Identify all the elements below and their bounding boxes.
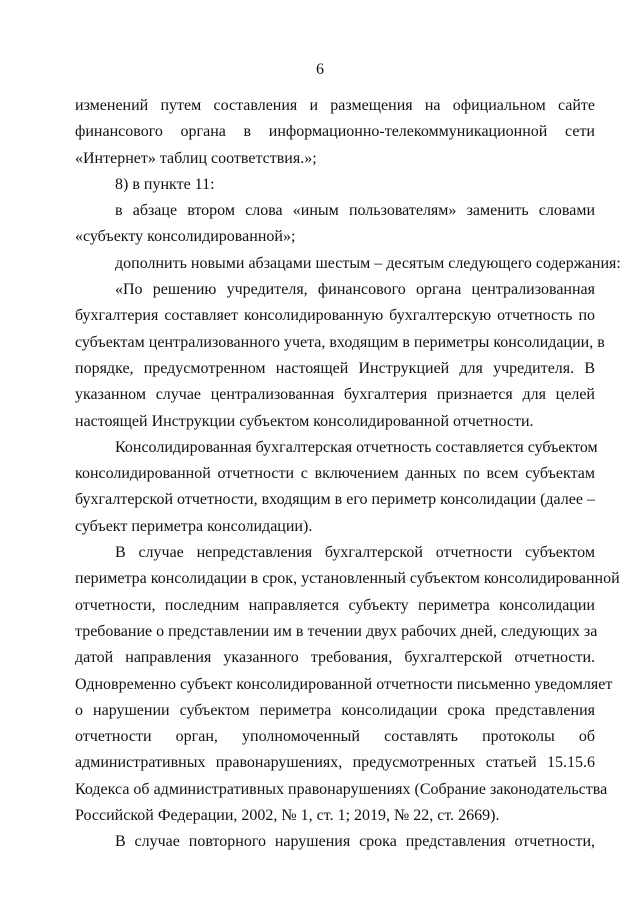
text-line: Российской Федерации, 2002, № 1, ст. 1; 2019, № 22, ст. 2669).: [75, 807, 500, 825]
text-line: субъектам централизованного учета, входящим в периметры консолидации, в: [75, 333, 605, 351]
text-line: финансового органа в информационно-телекоммуникационной сети: [75, 123, 595, 141]
text-line: Кодекса об административных правонарушениях (Собрание законодательства: [75, 780, 608, 798]
text-line: периметра консолидации в срок, установленный субъектом консолидированной: [75, 570, 620, 588]
text-line: субъект периметра консолидации).: [75, 517, 313, 535]
text-line: В случае повторного нарушения срока представления отчетности,: [115, 833, 595, 851]
text-line: В случае непредставления бухгалтерской отчетности субъектом: [115, 544, 595, 562]
text-line: порядке, предусмотренном настоящей Инструкцией для учредителя. В: [75, 359, 595, 377]
text-line: о нарушении субъектом периметра консолидации срока представления: [75, 701, 595, 719]
text-line: дополнить новыми абзацами шестым – десятым следующего содержания:: [115, 254, 621, 272]
text-line: бухгалтерия составляет консолидированную бухгалтерскую отчетность по: [75, 307, 595, 325]
text-line: «По решению учредителя, финансового органа централизованная: [115, 281, 595, 299]
text-line: датой направления указанного требования, бухгалтерской отчетности.: [75, 649, 595, 667]
text-line: «субъекту консолидированной»;: [75, 228, 296, 246]
page-number: 6: [316, 61, 324, 78]
text-line: «Интернет» таблиц соответствия.»;: [75, 149, 317, 167]
document-body: [75, 93, 621, 856]
text-line: указанном случае централизованная бухгалтерия признается для целей: [75, 386, 595, 404]
text-line: административных правонарушениях, предусмотренных статьей 15.15.6: [75, 754, 595, 772]
text-line: настоящей Инструкции субъектом консолидированной отчетности.: [75, 412, 534, 430]
text-line: отчетности орган, уполномоченный составлять протоколы об: [75, 728, 595, 746]
text-line: отчетности, последним направляется субъекту периметра консолидации: [75, 596, 595, 614]
text-line: консолидированной отчетности с включением данных по всем субъектам: [75, 465, 595, 483]
text-line: Одновременно субъект консолидированной отчетности письменно уведомляет: [75, 675, 613, 693]
text-line: требование о представлении им в течении двух рабочих дней, следующих за: [75, 622, 598, 640]
text-line: изменений путем составления и размещения на официальном сайте: [75, 97, 595, 114]
text-line: бухгалтерской отчетности, входящим в его периметр консолидации (далее –: [75, 491, 595, 509]
text-line: 8) в пункте 11:: [115, 175, 215, 193]
text-line: в абзаце втором слова «иным пользователям» заменить словами: [115, 202, 595, 220]
text-line: Консолидированная бухгалтерская отчетность составляется субъектом: [115, 438, 598, 456]
